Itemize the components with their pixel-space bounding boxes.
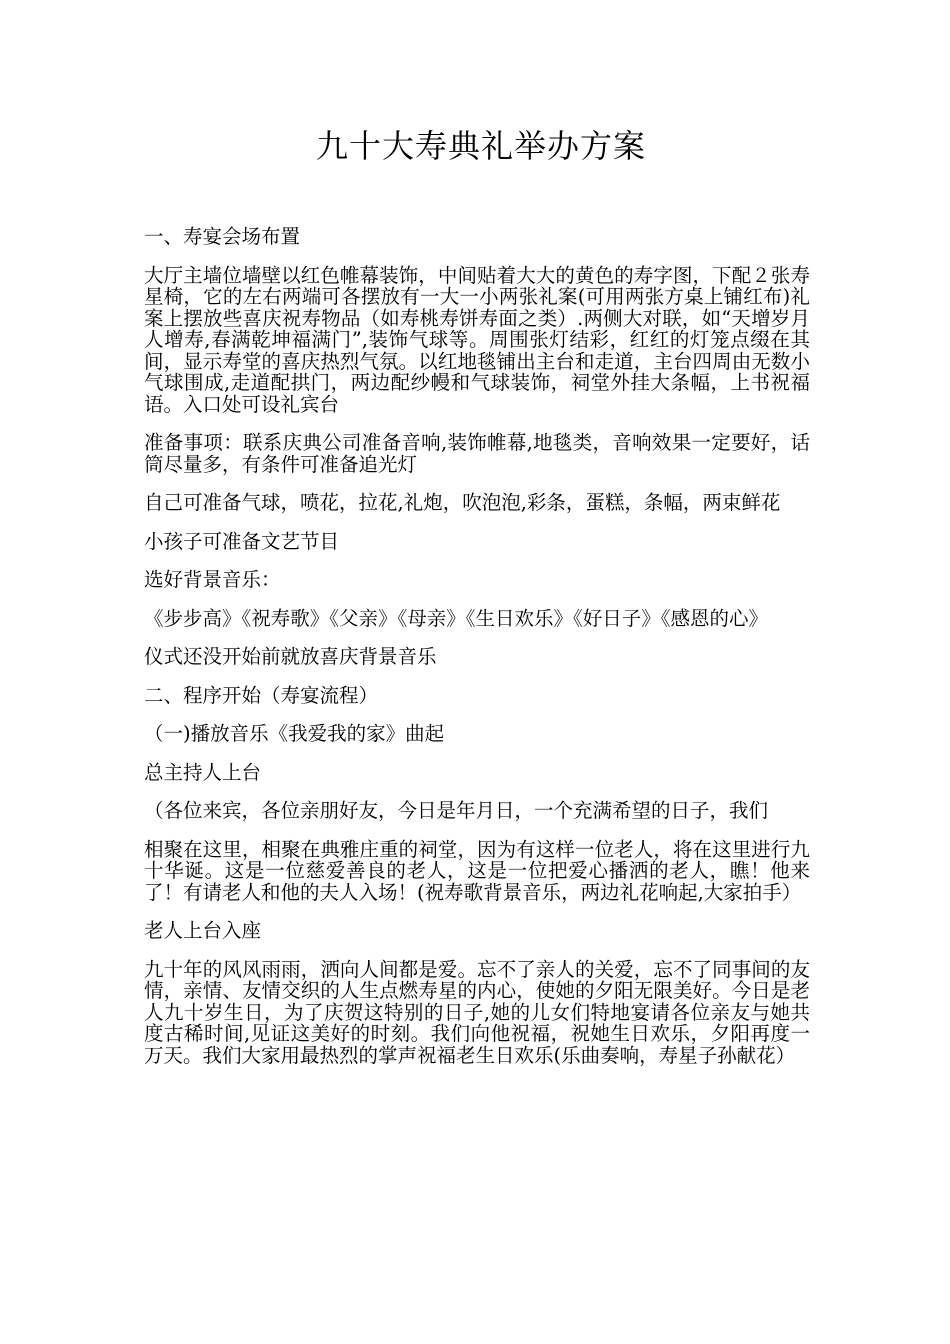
- paragraph-host-opening: （各位来宾，各位亲朋好友，今日是年月日，一个充满希望的日子，我们: [144, 799, 769, 822]
- paragraph-blessing-speech: 九十年的风风雨雨，洒向人间都是爱。忘不了亲人的关爱，忘不了同事间的友情，亲情、友情交织的人生点燃寿星的内心，使她的夕阳无限美好。今日是老人九十岁生日，为了庆贺这特别的日子,她的儿女们特地宴请各位亲友与她共度古稀时间,见证这美好的时刻。我们向他祝福，祝她生日欢乐，夕阳再度一万天。我们大家用最热烈的掌声祝福老生日欢乐(乐曲奏响，寿星子孙献花）: [144, 957, 810, 1067]
- paragraph-step-one: （一)播放音乐《我爱我的家》曲起: [144, 722, 445, 745]
- paragraph-music-list: 《步步高》《祝寿歌》《父亲》《母亲》《生日欢乐》《好日子》《感恩的心》: [144, 606, 769, 630]
- paragraph-self-prepared-items: 自己可准备气球，喷花，拉花,礼炮，吹泡泡,彩条，蛋糕，条幅，两束鲜花: [144, 491, 781, 514]
- paragraph-preparations: 准备事项：联系庆典公司准备音响,装饰帷幕,地毯类，音响效果一定要好，话筒尽量多，有条件可准备追光灯: [144, 431, 810, 476]
- document-title: 九十大寿典礼举办方案: [315, 127, 646, 165]
- paragraph-children-program: 小孩子可准备文艺节目: [144, 529, 340, 553]
- section-heading-venue: 一、寿宴会场布置: [144, 225, 301, 248]
- section-heading-program: 二、程序开始（寿宴流程）: [144, 683, 379, 707]
- paragraph-pre-ceremony-music: 仪式还没开始前就放喜庆背景音乐: [144, 645, 437, 668]
- paragraph-music-heading: 选好背景音乐：: [144, 568, 281, 591]
- document-body: [144, 226, 810, 1066]
- paragraph-host-speech: 相聚在这里，相聚在典雅庄重的祠堂，因为有这样一位老人，将在这里进行九十华诞。这是一位慈爱善良的老人，这是一位把爱心播洒的老人，瞧！他来 了！有请老人和他的夫人入场！(祝寿歌背景音乐，两边礼花响起,大家拍手）: [144, 837, 810, 904]
- paragraph-elder-seated: 老人上台入座: [144, 919, 262, 942]
- paragraph-host-on-stage: 总主持人上台: [144, 760, 262, 784]
- paragraph-venue-layout: 大厅主墙位墙壁以红色帷幕装饰，中间贴着大大的黄色的寿字图，下配２张寿星椅，它的左右两端可各摆放有一大一小两张礼案(可用两张方桌上铺红布)礼案上摆放些喜庆祝寿物品（如寿桃寿饼寿面之类）.两侧大对联，如“天增岁月人增寿,春满乾坤福满门”,装饰气球等。周围张灯结彩，红红的灯笼点缀在其间，显示寿堂的喜庆热烈气氛。以红地毯铺出主台和走道，主台四周由无数小气球围成,走道配拱门，两边配纱幔和气球装饰，祠堂外挂大条幅，上书祝福语。入口处可设礼宾台: [144, 263, 810, 416]
